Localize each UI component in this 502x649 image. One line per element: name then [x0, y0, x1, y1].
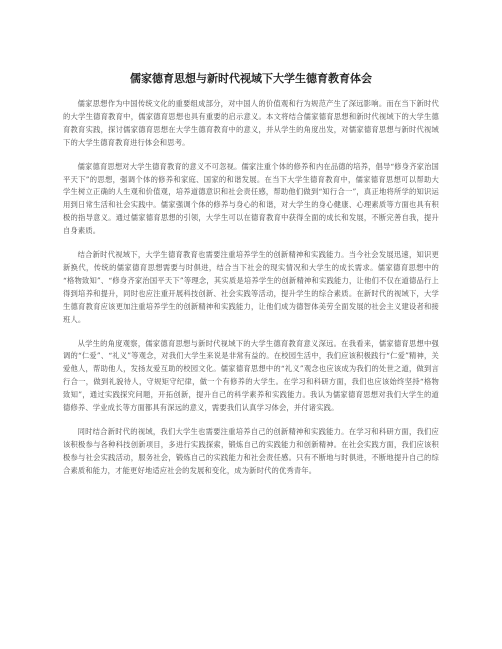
- paragraph-3: 结合新时代视域下，大学生德育教育也需要注重培养学生的创新精神和实践能力。当今社会发展迅速，知识更新换代，传统的儒家德育思想需要与时俱进，结合当下社会的现实情况和大学生的成长需求。儒家德育思想中的 “格物致知”、“修身齐家治国平天下”等理念，其实质是培养学生的创新精神和实践能力，让他们不仅在道德品行上得到培养和提升，同时也应注重开展科技创新、社会实践等活动，提升学生的综合素质。在新时代的视域下，大学生德育教育应该更加注重培养学生的创新精神和实践能力，让他们成为德智体美劳全面发展的社会主义建设者和接班人。: [63, 250, 439, 324]
- paragraph-2: 儒家德育思想对大学生德育教育的意义不可忽视。儒家注重个体的修养和内在品德的培养，倡导“修身齐家治国平天下”的思想，强调个体的修养和家庭、国家的和谐发展。在当下大学生德育教育中，儒家德育思想可以帮助大学生树立正确的人生观和价值观，培养道德意识和社会责任感，帮助他们做到“知行合一”，真正地将所学的知识运用到日常生活和社会实践中。儒家强调个体的修养与身心的和谐，对大学生的身心健康、心理素质等方面也具有积极的指导意义。通过儒家德育思想的引领，大学生可以在德育教育中获得全面的成长和发展，不断完善自我，提升自身素质。: [63, 161, 439, 236]
- paragraph-5: 同时结合新时代的视域，我们大学生也需要注重培养自己的创新精神和实践能力。在学习和科研方面，我们应该积极参与各种科技创新项目，多进行实践探索，锻炼自己的实践能力和创新精神。在社会实践方面，我们应该积极参与社会实践活动，服务社会，锻炼自己的实践能力和社会责任感。只有不断地与时俱进，不断地提升自己的综合素质和能力，才能更好地适应社会的发展和变化，成为新时代的优秀青年。: [63, 426, 439, 475]
- document-title: 儒家德育思想与新时代视域下大学生德育教育体会: [130, 72, 372, 85]
- paragraph-4: 从学生的角度观察，儒家德育思想与新时代视域下的大学生德育教育意义深远。在我看来，儒家德育思想中强调的“仁爱”、“礼义”等观念，对我们大学生来说是非常有益的。在校园生活中，我们应该积极践行“仁爱”精神，关爱他人，帮助他人，发扬友爱互助的校园文化。儒家德育思想中的“礼义”观念也应该成为我们的处世之道，做到言行合一，做到礼貌待人，守规矩守纪律，做一个有修养的大学生。在学习和科研方面，我们也应该始终坚持“格物致知”，通过实践探究问题，开拓创新，提升自己的科学素养和实践能力。我认为儒家德育思想对我们大学生的道德修养、学业成长等方面都具有深远的意义，需要我们认真学习体会，并付诸实践。: [63, 338, 439, 413]
- document-body: [63, 98, 439, 489]
- paragraph-1: 儒家思想作为中国传统文化的重要组成部分，对中国人的价值观和行为规范产生了深远影响。而在当下新时代的大学生德育教育中，儒家德育思想也具有重要的启示意义。本文将结合儒家德育思想和新时代视域下的大学生德育教育实践，探讨儒家德育思想在大学生德育教育中的意义，并从学生的角度出发，对儒家德育思想与新时代视域下的大学生德育教育进行体会和思考。: [63, 99, 439, 147]
